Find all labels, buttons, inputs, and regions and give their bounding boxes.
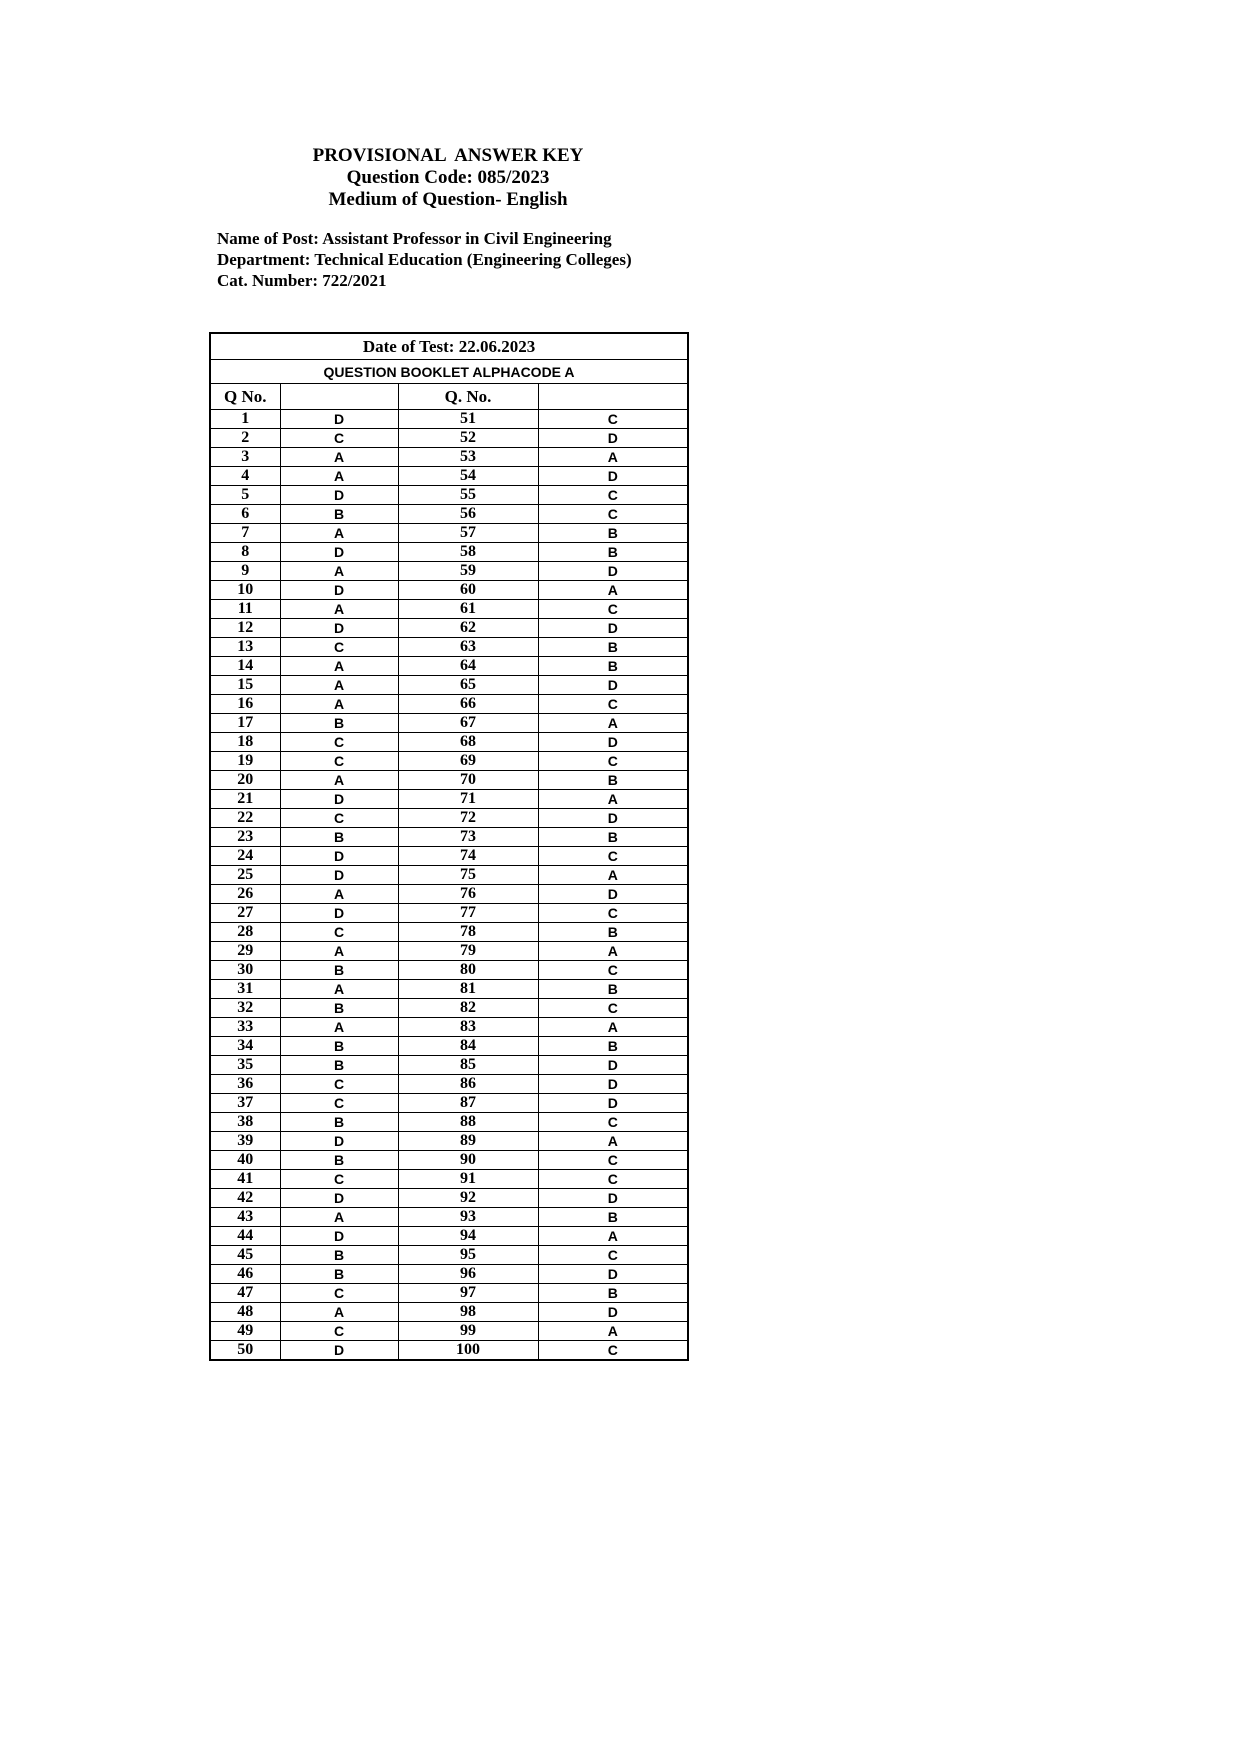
- question-number-cell: 27: [210, 904, 280, 923]
- answer-cell: D: [280, 866, 398, 885]
- answer-cell: D: [538, 1189, 688, 1208]
- table-row: [210, 1265, 688, 1284]
- answer-cell: C: [538, 1151, 688, 1170]
- date-of-test-row: [210, 333, 688, 360]
- question-number-cell: 71: [398, 790, 538, 809]
- question-number-cell: 14: [210, 657, 280, 676]
- answer-cell: A: [538, 714, 688, 733]
- question-number-cell: 29: [210, 942, 280, 961]
- question-number-cell: 98: [398, 1303, 538, 1322]
- table-row: [210, 1227, 688, 1246]
- answer-cell: C: [538, 600, 688, 619]
- question-number-cell: 12: [210, 619, 280, 638]
- column-header-qno-right: Q. No.: [398, 384, 538, 410]
- question-number-cell: 28: [210, 923, 280, 942]
- question-number-cell: 53: [398, 448, 538, 467]
- answer-cell: A: [280, 885, 398, 904]
- answer-cell: C: [280, 1094, 398, 1113]
- answer-cell: A: [280, 676, 398, 695]
- post-info-block: [209, 228, 687, 291]
- answer-cell: B: [538, 828, 688, 847]
- answer-cell: B: [280, 1056, 398, 1075]
- column-header-qno-left: Q No.: [210, 384, 280, 410]
- question-number-cell: 51: [398, 410, 538, 429]
- answer-cell: A: [280, 600, 398, 619]
- answer-cell: A: [538, 581, 688, 600]
- question-number-cell: 48: [210, 1303, 280, 1322]
- booklet-alphacode-row: [210, 360, 688, 384]
- table-row: [210, 1170, 688, 1189]
- question-number-cell: 9: [210, 562, 280, 581]
- question-number-cell: 25: [210, 866, 280, 885]
- question-number-cell: 4: [210, 467, 280, 486]
- answer-cell: B: [280, 961, 398, 980]
- table-row: [210, 1094, 688, 1113]
- name-of-post: Name of Post: Assistant Professor in Civil Engineering: [217, 229, 612, 248]
- answer-cell: A: [280, 562, 398, 581]
- table-row: [210, 999, 688, 1018]
- table-row: [210, 505, 688, 524]
- answer-cell: C: [280, 1075, 398, 1094]
- answer-cell: D: [538, 467, 688, 486]
- answer-cell: A: [538, 1322, 688, 1341]
- question-number-cell: 34: [210, 1037, 280, 1056]
- question-number-cell: 64: [398, 657, 538, 676]
- answer-cell: D: [538, 1265, 688, 1284]
- table-row: [210, 543, 688, 562]
- column-header-row: [210, 384, 688, 410]
- answer-cell: A: [280, 1303, 398, 1322]
- table-row: [210, 980, 688, 999]
- answer-cell: C: [538, 1113, 688, 1132]
- question-number-cell: 59: [398, 562, 538, 581]
- question-number-cell: 52: [398, 429, 538, 448]
- question-number-cell: 96: [398, 1265, 538, 1284]
- answer-cell: D: [538, 1303, 688, 1322]
- answer-cell: C: [280, 752, 398, 771]
- question-number-cell: 45: [210, 1246, 280, 1265]
- table-row: [210, 581, 688, 600]
- question-number-cell: 24: [210, 847, 280, 866]
- question-number-cell: 75: [398, 866, 538, 885]
- table-row: [210, 467, 688, 486]
- question-number-cell: 81: [398, 980, 538, 999]
- question-number-cell: 23: [210, 828, 280, 847]
- question-number-cell: 18: [210, 733, 280, 752]
- answer-cell: A: [280, 524, 398, 543]
- answer-cell: C: [538, 505, 688, 524]
- answer-cell: C: [280, 1170, 398, 1189]
- answer-cell: D: [280, 1341, 398, 1361]
- answer-cell: D: [538, 733, 688, 752]
- answer-cell: C: [538, 999, 688, 1018]
- answer-cell: A: [538, 942, 688, 961]
- question-number-cell: 20: [210, 771, 280, 790]
- question-number-cell: 58: [398, 543, 538, 562]
- table-row: [210, 1322, 688, 1341]
- answer-cell: A: [538, 448, 688, 467]
- question-number-cell: 8: [210, 543, 280, 562]
- question-number-cell: 87: [398, 1094, 538, 1113]
- question-number-cell: 95: [398, 1246, 538, 1265]
- table-row: [210, 657, 688, 676]
- table-row: [210, 1246, 688, 1265]
- answer-cell: D: [538, 429, 688, 448]
- department: Department: Technical Education (Engineering Colleges): [217, 250, 632, 269]
- question-number-cell: 93: [398, 1208, 538, 1227]
- question-number-cell: 80: [398, 961, 538, 980]
- answer-cell: A: [280, 695, 398, 714]
- table-row: [210, 1151, 688, 1170]
- answer-cell: B: [280, 714, 398, 733]
- answer-cell: D: [538, 562, 688, 581]
- question-number-cell: 44: [210, 1227, 280, 1246]
- question-number-cell: 35: [210, 1056, 280, 1075]
- question-number-cell: 89: [398, 1132, 538, 1151]
- answer-cell: D: [280, 847, 398, 866]
- answer-cell: D: [280, 543, 398, 562]
- question-number-cell: 77: [398, 904, 538, 923]
- question-number-cell: 15: [210, 676, 280, 695]
- question-number-cell: 37: [210, 1094, 280, 1113]
- table-row: [210, 923, 688, 942]
- question-number-cell: 17: [210, 714, 280, 733]
- answer-cell: D: [538, 809, 688, 828]
- answer-cell: C: [538, 1341, 688, 1361]
- question-number-cell: 39: [210, 1132, 280, 1151]
- question-number-cell: 62: [398, 619, 538, 638]
- question-number-cell: 97: [398, 1284, 538, 1303]
- column-header-answer-right: [538, 384, 688, 410]
- table-row: [210, 410, 688, 429]
- content-area: [209, 145, 687, 1361]
- answer-cell: C: [538, 695, 688, 714]
- question-number-cell: 42: [210, 1189, 280, 1208]
- table-row: [210, 961, 688, 980]
- table-row: [210, 1303, 688, 1322]
- question-number-cell: 70: [398, 771, 538, 790]
- answer-cell: C: [538, 1170, 688, 1189]
- question-number-cell: 3: [210, 448, 280, 467]
- table-row: [210, 714, 688, 733]
- question-number-cell: 5: [210, 486, 280, 505]
- answer-cell: A: [280, 448, 398, 467]
- question-number-cell: 91: [398, 1170, 538, 1189]
- table-row: [210, 885, 688, 904]
- question-number-cell: 54: [398, 467, 538, 486]
- answer-cell: B: [280, 1246, 398, 1265]
- question-number-cell: 6: [210, 505, 280, 524]
- question-number-cell: 72: [398, 809, 538, 828]
- question-number-cell: 19: [210, 752, 280, 771]
- answer-cell: A: [538, 866, 688, 885]
- answer-cell: A: [538, 1132, 688, 1151]
- table-row: [210, 1208, 688, 1227]
- answer-cell: C: [538, 847, 688, 866]
- answer-cell: D: [280, 1189, 398, 1208]
- question-number-cell: 38: [210, 1113, 280, 1132]
- table-row: [210, 1056, 688, 1075]
- answer-cell: D: [538, 1075, 688, 1094]
- booklet-alphacode-header: QUESTION BOOKLET ALPHACODE A: [210, 360, 688, 384]
- question-number-cell: 74: [398, 847, 538, 866]
- question-number-cell: 99: [398, 1322, 538, 1341]
- question-number-cell: 1: [210, 410, 280, 429]
- table-row: [210, 847, 688, 866]
- question-number-cell: 84: [398, 1037, 538, 1056]
- table-row: [210, 1113, 688, 1132]
- answer-cell: C: [538, 486, 688, 505]
- answer-cell: D: [538, 676, 688, 695]
- question-number-cell: 66: [398, 695, 538, 714]
- answer-cell: B: [280, 999, 398, 1018]
- question-number-cell: 85: [398, 1056, 538, 1075]
- title-block: [209, 145, 687, 211]
- answer-cell: D: [538, 885, 688, 904]
- answer-cell: A: [280, 1208, 398, 1227]
- question-number-cell: 49: [210, 1322, 280, 1341]
- question-number-cell: 60: [398, 581, 538, 600]
- question-number-cell: 83: [398, 1018, 538, 1037]
- question-number-cell: 67: [398, 714, 538, 733]
- question-number-cell: 41: [210, 1170, 280, 1189]
- answer-cell: D: [280, 790, 398, 809]
- question-number-cell: 76: [398, 885, 538, 904]
- table-row: [210, 771, 688, 790]
- answer-cell: C: [280, 1322, 398, 1341]
- table-row: [210, 1037, 688, 1056]
- question-number-cell: 65: [398, 676, 538, 695]
- cat-number: Cat. Number: 722/2021: [217, 271, 387, 290]
- answer-cell: A: [538, 1018, 688, 1037]
- answer-cell: B: [538, 980, 688, 999]
- answer-cell: B: [538, 543, 688, 562]
- question-number-cell: 88: [398, 1113, 538, 1132]
- answer-cell: B: [280, 505, 398, 524]
- table-row: [210, 1284, 688, 1303]
- answer-cell: A: [538, 790, 688, 809]
- answer-cell: B: [538, 1208, 688, 1227]
- table-row: [210, 448, 688, 467]
- answer-cell: B: [280, 1265, 398, 1284]
- answer-cell: D: [280, 1132, 398, 1151]
- answer-cell: D: [280, 410, 398, 429]
- answer-cell: C: [538, 1246, 688, 1265]
- answer-cell: B: [280, 1151, 398, 1170]
- answer-cell: B: [538, 1037, 688, 1056]
- table-row: [210, 429, 688, 448]
- answer-cell: D: [538, 619, 688, 638]
- table-row: [210, 866, 688, 885]
- table-row: [210, 942, 688, 961]
- question-number-cell: 43: [210, 1208, 280, 1227]
- answer-cell: D: [280, 486, 398, 505]
- table-row: [210, 486, 688, 505]
- answer-cell: C: [538, 904, 688, 923]
- answer-cell: B: [280, 1113, 398, 1132]
- answer-cell: D: [280, 619, 398, 638]
- answer-cell: C: [280, 809, 398, 828]
- question-number-cell: 7: [210, 524, 280, 543]
- answer-cell: D: [280, 904, 398, 923]
- table-row: [210, 828, 688, 847]
- table-row: [210, 1132, 688, 1151]
- question-number-cell: 21: [210, 790, 280, 809]
- answer-cell: B: [538, 657, 688, 676]
- question-number-cell: 2: [210, 429, 280, 448]
- question-number-cell: 86: [398, 1075, 538, 1094]
- table-row: [210, 619, 688, 638]
- answer-cell: A: [280, 980, 398, 999]
- question-number-cell: 90: [398, 1151, 538, 1170]
- question-number-cell: 30: [210, 961, 280, 980]
- table-row: [210, 524, 688, 543]
- question-number-cell: 92: [398, 1189, 538, 1208]
- answer-cell: A: [280, 771, 398, 790]
- question-number-cell: 73: [398, 828, 538, 847]
- table-row: [210, 790, 688, 809]
- date-of-test-header: Date of Test: 22.06.2023: [210, 333, 688, 360]
- question-number-cell: 13: [210, 638, 280, 657]
- question-number-cell: 100: [398, 1341, 538, 1361]
- question-number-cell: 82: [398, 999, 538, 1018]
- question-number-cell: 47: [210, 1284, 280, 1303]
- question-number-cell: 22: [210, 809, 280, 828]
- question-number-cell: 36: [210, 1075, 280, 1094]
- question-number-cell: 61: [398, 600, 538, 619]
- table-row: [210, 676, 688, 695]
- table-row: [210, 1075, 688, 1094]
- question-number-cell: 94: [398, 1227, 538, 1246]
- answer-cell: D: [538, 1094, 688, 1113]
- answer-cell: A: [280, 1018, 398, 1037]
- question-number-cell: 55: [398, 486, 538, 505]
- question-number-cell: 11: [210, 600, 280, 619]
- answer-cell: B: [538, 771, 688, 790]
- question-number-cell: 16: [210, 695, 280, 714]
- answer-cell: B: [538, 638, 688, 657]
- answer-cell: C: [538, 410, 688, 429]
- table-row: [210, 562, 688, 581]
- question-number-cell: 10: [210, 581, 280, 600]
- answer-cell: C: [280, 1284, 398, 1303]
- question-number-cell: 32: [210, 999, 280, 1018]
- answer-cell: D: [280, 1227, 398, 1246]
- answer-cell: A: [280, 657, 398, 676]
- answer-cell: C: [280, 923, 398, 942]
- question-number-cell: 68: [398, 733, 538, 752]
- table-row: [210, 752, 688, 771]
- table-row: [210, 695, 688, 714]
- question-number-cell: 78: [398, 923, 538, 942]
- answer-cell: D: [538, 1056, 688, 1075]
- answer-cell: B: [538, 923, 688, 942]
- table-row: [210, 1018, 688, 1037]
- question-number-cell: 50: [210, 1341, 280, 1361]
- answer-cell: B: [280, 1037, 398, 1056]
- table-row: [210, 1341, 688, 1361]
- table-row: [210, 733, 688, 752]
- table-row: [210, 904, 688, 923]
- question-number-cell: 63: [398, 638, 538, 657]
- table-row: [210, 809, 688, 828]
- question-number-cell: 46: [210, 1265, 280, 1284]
- table-row: [210, 1189, 688, 1208]
- question-code: Question Code: 085/2023: [346, 167, 550, 188]
- question-number-cell: 31: [210, 980, 280, 999]
- answer-key-table: [209, 332, 689, 1361]
- medium-of-question: Medium of Question- English: [328, 189, 568, 210]
- question-number-cell: 79: [398, 942, 538, 961]
- answer-cell: A: [538, 1227, 688, 1246]
- question-number-cell: 56: [398, 505, 538, 524]
- question-number-cell: 69: [398, 752, 538, 771]
- table-row: [210, 600, 688, 619]
- answer-cell: A: [280, 942, 398, 961]
- page-title: PROVISIONAL ANSWER KEY: [312, 145, 584, 166]
- answer-cell: C: [280, 733, 398, 752]
- table-row: [210, 638, 688, 657]
- answer-cell: B: [280, 828, 398, 847]
- answer-cell: D: [280, 581, 398, 600]
- answer-cell: C: [538, 961, 688, 980]
- question-number-cell: 33: [210, 1018, 280, 1037]
- answer-cell: C: [280, 429, 398, 448]
- answer-cell: B: [538, 524, 688, 543]
- answer-cell: C: [280, 638, 398, 657]
- answer-cell: C: [538, 752, 688, 771]
- answer-cell: A: [280, 467, 398, 486]
- answer-cell: B: [538, 1284, 688, 1303]
- question-number-cell: 26: [210, 885, 280, 904]
- question-number-cell: 57: [398, 524, 538, 543]
- question-number-cell: 40: [210, 1151, 280, 1170]
- column-header-answer-left: [280, 384, 398, 410]
